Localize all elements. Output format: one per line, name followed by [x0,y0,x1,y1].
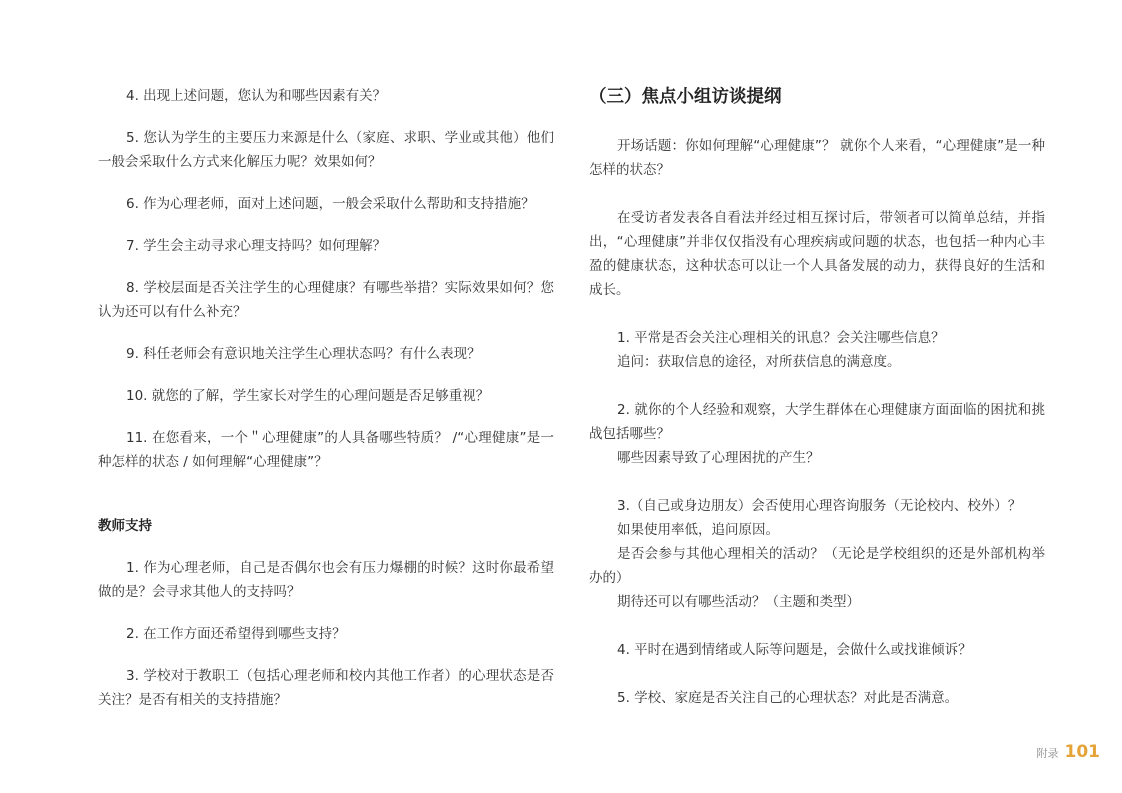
question-4: 4. 出现上述问题，您认为和哪些因素有关？ [126,88,387,104]
fg-question-1-followup: 追问：获取信息的途径，对所获信息的满意度。 [617,354,901,370]
fg-question-2: 2. 就你的个人经验和观察，大学生群体在心理健康方面面临的困扰和挑战包括哪些？ [589,402,1045,442]
question-10: 10. 就您的了解，学生家长对学生的心理问题是否足够重视？ [126,388,490,404]
fg-question-1: 1. 平常是否会关注心理相关的讯息？会关注哪些信息？ [617,330,945,346]
page-number: 101 [1064,742,1100,762]
question-7: 7. 学生会主动寻求心理支持吗？如何理解？ [126,238,387,254]
fg-question-5: 5. 学校、家庭是否关注自己的心理状态？对此是否满意。 [617,690,959,706]
fg-question-3: 3.（自己或身边朋友）会否使用心理咨询服务（无论校内、校外）？ [617,498,1022,514]
teacher-question-1: 1. 作为心理老师，自己是否偶尔也会有压力爆棚的时候？这时你最希望做的是？会寻求其他人的支持吗？ [98,560,554,600]
fg-question-3-followup-1: 如果使用率低，追问原因。 [617,522,779,538]
fg-question-3-followup-3: 期待还可以有哪些活动？（主题和类型） [617,594,860,610]
question-5: 5. 您认为学生的主要压力来源是什么（家庭、求职、学业或其他）他们一般会采取什么方式来化解压力呢？效果如何？ [98,130,554,170]
footer-appendix-label: 附录 [1036,747,1059,760]
teacher-question-2: 2. 在工作方面还希望得到哪些支持？ [126,626,346,642]
teacher-support-heading: 教师支持 [98,518,152,534]
question-11: 11. 在您看来，一个＂心理健康”的人具备哪些特质？ /“心理健康”是一种怎样的状态 / 如何理解“心理健康”？ [98,430,554,470]
left-column [98,84,554,712]
teacher-question-3: 3. 学校对于教职工（包括心理老师和校内其他工作者）的心理状态是否关注？是否有相关的支持措施？ [98,668,554,708]
opening-topic: 开场话题：你如何理解“心理健康”？ 就你个人来看，“心理健康”是一种怎样的状态？ [589,138,1045,178]
question-6: 6. 作为心理老师，面对上述问题，一般会采取什么帮助和支持措施？ [126,196,535,212]
right-column [589,84,1045,710]
question-8: 8. 学校层面是否关注学生的心理健康？有哪些举措？实际效果如何？您认为还可以有什么补充？ [98,280,554,320]
fg-question-2-followup: 哪些因素导致了心理困扰的产生？ [617,450,820,466]
page-footer [1037,742,1101,762]
section-title: （三）焦点小组访谈提纲 [589,87,782,107]
moderator-summary: 在受访者发表各自看法并经过相互探讨后，带领者可以简单总结，并指出，“心理健康”并非仅仅指没有心理疾病或问题的状态，也包括一种内心丰盈的健康状态，这种状态可以让一个人具备发展的动力，获得良好的生活和成长。 [589,210,1045,298]
fg-question-4: 4. 平时在遇到情绪或人际等问题是，会做什么或找谁倾诉？ [617,642,972,658]
question-9: 9. 科任老师会有意识地关注学生心理状态吗？有什么表现？ [126,346,481,362]
fg-question-3-followup-2: 是否会参与其他心理相关的活动？（无论是学校组织的还是外部机构举办的） [589,546,1045,586]
